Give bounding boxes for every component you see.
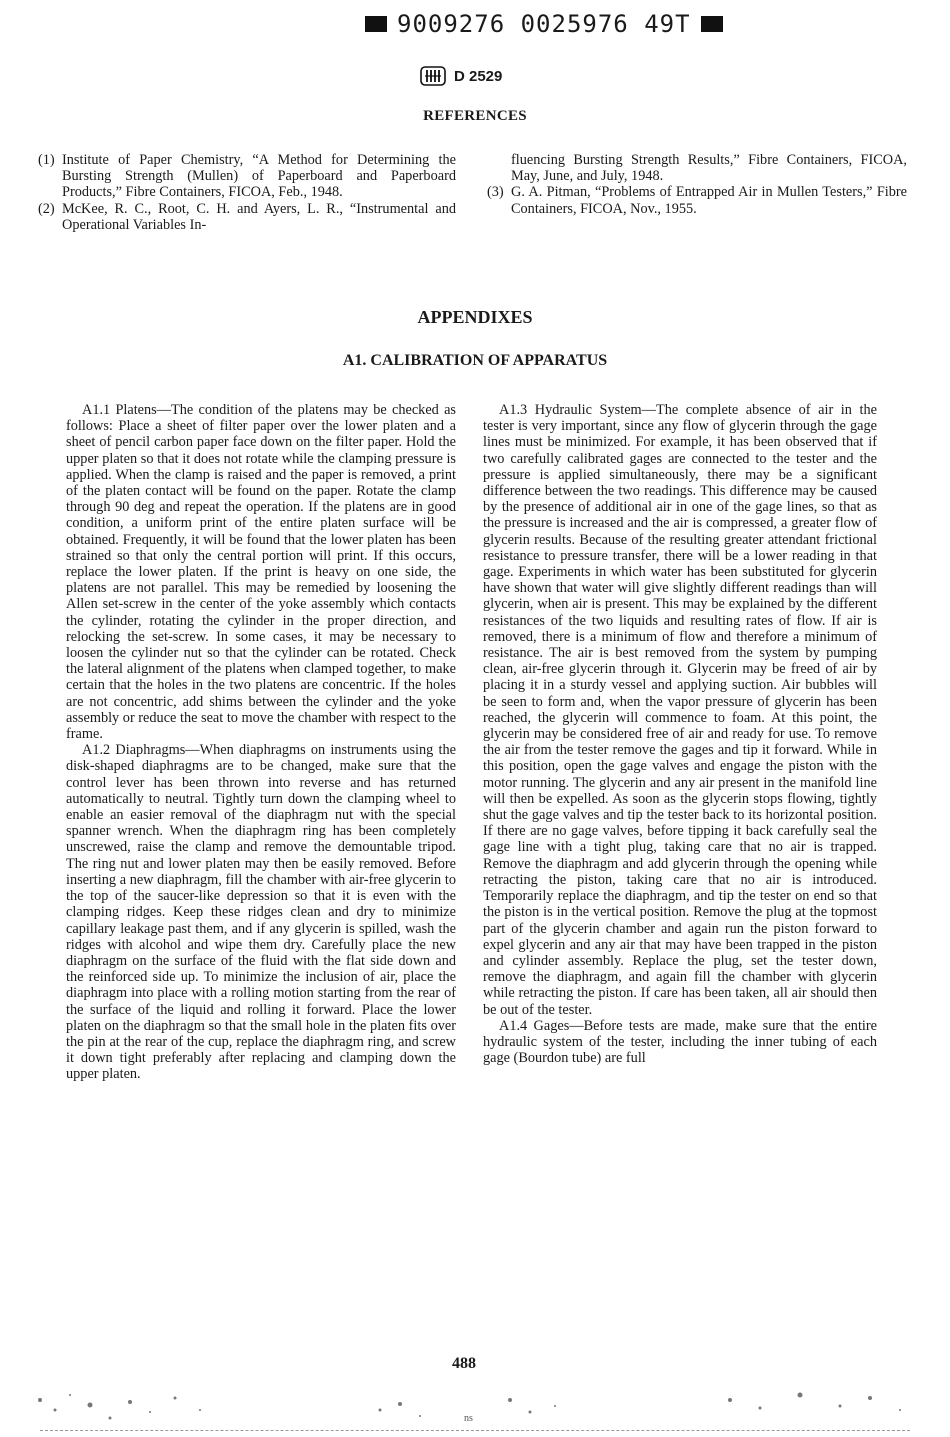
reference-item bbox=[38, 152, 456, 201]
reference-number: (1) bbox=[38, 152, 55, 168]
section-heading: A1. CALIBRATION OF APPARATUS bbox=[342, 352, 608, 369]
references-left-column bbox=[38, 152, 456, 233]
reference-number: (2) bbox=[38, 200, 55, 217]
reference-item bbox=[487, 184, 907, 216]
black-block-left bbox=[365, 16, 387, 32]
paragraph-diaphragms: A1.2 Diaphragms—When diaphragms on instruments using the disk-shaped diaphragms are to be changed, make sure that the control lever has been thrown into reverse and has returned automatically to neutral. Tightly turn down the clamping wheel to enable an easier removal of the diaphragm nut with the special spanner wrench. When the diaphragm ring has been completely unscrewed, raise the clamp and remove the demountable tripod. The ring nut and lower platen may then be easily removed. Before inserting a new diaphragm, fill the chamber with air-free glycerin to the top of the saucer-like depression so that it is even with the clamping ridges. Keep these ridges clean and dry to minimize capillary leakage past them, and if any glycerin is spilled, wash the ridges with alcohol and wipe them dry. Carefully place the new diaphragm on the surface of the fluid with the flat side down and the reinforced side up. To minimize the inclusion of air, place the diaphragm into place with a rolling motion starting from the rear of the surface of the liquid and rolling it forward. Place the lower platen on the diaphragm so that the small hole in the platen fits over the pin at the rear of the cup, replace the diaphragm ring, and screw it down tight preferably after replacing and clamping down the upper platen. bbox=[66, 742, 456, 1083]
document-code-header bbox=[365, 7, 745, 41]
references-right-column bbox=[487, 152, 907, 217]
black-block-right bbox=[701, 16, 723, 32]
references-heading: REFERENCES bbox=[423, 108, 527, 124]
reference-item bbox=[38, 201, 456, 233]
appendixes-heading: APPENDIXES bbox=[417, 307, 533, 327]
document-code: 9009276 0025976 49T bbox=[397, 10, 691, 38]
standard-number: D 2529 bbox=[454, 67, 503, 85]
astm-logo-icon bbox=[420, 64, 446, 88]
footer-mark: ns bbox=[464, 1413, 473, 1424]
reference-text: Institute of Paper Chemistry, “A Method for Determining the Bursting Strength (Mullen) of Paperboard and Paperboard Products,” Fibre Containers, FICOA, Feb., 1948. bbox=[62, 152, 456, 201]
reference-continuation bbox=[487, 152, 907, 184]
reference-text: McKee, R. C., Root, C. H. and Ayers, L. R., “Instrumental and Operational Variables In- bbox=[62, 200, 456, 233]
reference-number: (3) bbox=[487, 184, 504, 201]
paragraph-hydraulic-system: A1.3 Hydraulic System—The complete absence of air in the tester is very important, since any flow of glycerin through the gage lines must be minimized. For example, it has been observed that if two carefully calibrated gages are connected to the tester and the pressure is applied simultaneously, there may be a significant difference between the two readings. This difference may be caused by the presence of additional air in one of the gage lines, so that as the pressure is increased and the air is compressed, a greater flow of glycerin results. Because of the resulting greater attendant frictional resistance to pressure transfer, there will be a lower reading in that gage. Experiments in which water has been substituted for glycerin have shown that water will give slightly different readings than will glycerin, when air is present. This may be explained by the different resistances of the two liquids and resulting rates of flow. If air is removed, there is a minimum of flow and therefore a minimum of resistance. The air is best removed from the system by pumping clean, air-free glycerin through it. Glycerin may be freed of air by placing it in a sturdy vessel and applying suction. Air bubbles will be seen to form and, when the vapor pressure of glycerin has been reached, the glycerin will commence to foam. At this point, the glycerin may be considered free of air and ready for use. To remove the air from the tester remove the gages and tip it forward. While in this position, open the gage valves and engage the piston with the motor running. The glycerin and any air present in the manifold line will then be expelled. As soon as the glycerin stops flowing, tightly shut the gage valves and tip the tester back to its horizontal position. If there are no gage valves, before tipping it back carefully seal the gage line with a tight plug, taking care that no air is trapped. Remove the diaphragm and add glycerin through the opening while retracting the piston, taking care that no air is introduced. Temporarily replace the diaphragm, and tip the tester on end so that the piston is in the vertical position. Remove the plug at the topmost part of the glycerin chamber and again run the piston forward to expel glycerin and any air that may have been trapped in the piston and cylinder assembly. Replace the plug, set the tester down, remove the diaphragm, and again fill the chamber with glycerin while retracting the piston. If care has been taken, all air should then be out of the tester. bbox=[483, 402, 877, 1018]
reference-text: G. A. Pitman, “Problems of Entrapped Air in Mullen Testers,” Fibre Containers, FICOA, Nov., 1955. bbox=[511, 184, 907, 217]
reference-text: fluencing Bursting Strength Results,” Fibre Containers, FICOA, May, June, and July, 1948. bbox=[511, 152, 907, 185]
appendix-left-column bbox=[66, 402, 456, 1083]
paragraph-platens: A1.1 Platens—The condition of the platens may be checked as follows: Place a sheet of filter paper over the lower platen and a sheet of pencil carbon paper face down on the filter paper. Hold the upper platen so that it does not rotate while the clamping pressure is applied. When the clamp is raised and the paper is removed, a print of the platen contact will be found on the paper. Rotate the clamp through 90 deg and repeat the operation. If the platens are in good condition, a uniform print of the entire platen surface will be obtained. Frequently, it will be found that the lower platen has been strained so that only the central portion will print. If this occurs, replace the lower platen. If the print is heavy on one side, the platens are not parallel. This may be remedied by loosening the Allen set-screw in the center of the yoke assembly which contacts the cylinder, rotating the cylinder in the proper direction, and relocking the set-screw. In some cases, it may be necessary to loosen the cylinder nut so that the cylinder can be rotated. Check the lateral alignment of the platens when clamped together, to make certain that the holes in the two platens are concentric. If the holes are not concentric, add shims between the cylinder and the yoke assembly or reduce the seat to move the chamber with respect to the frame. bbox=[66, 402, 456, 743]
paragraph-gages: A1.4 Gages—Before tests are made, make sure that the entire hydraulic system of the tester, including the inner tubing of each gage (Bourdon tube) are full bbox=[483, 1017, 877, 1067]
page-number: 488 bbox=[452, 1355, 476, 1372]
standard-designation bbox=[420, 64, 502, 88]
footer-rule bbox=[40, 1430, 910, 1431]
appendix-right-column bbox=[483, 402, 877, 1066]
